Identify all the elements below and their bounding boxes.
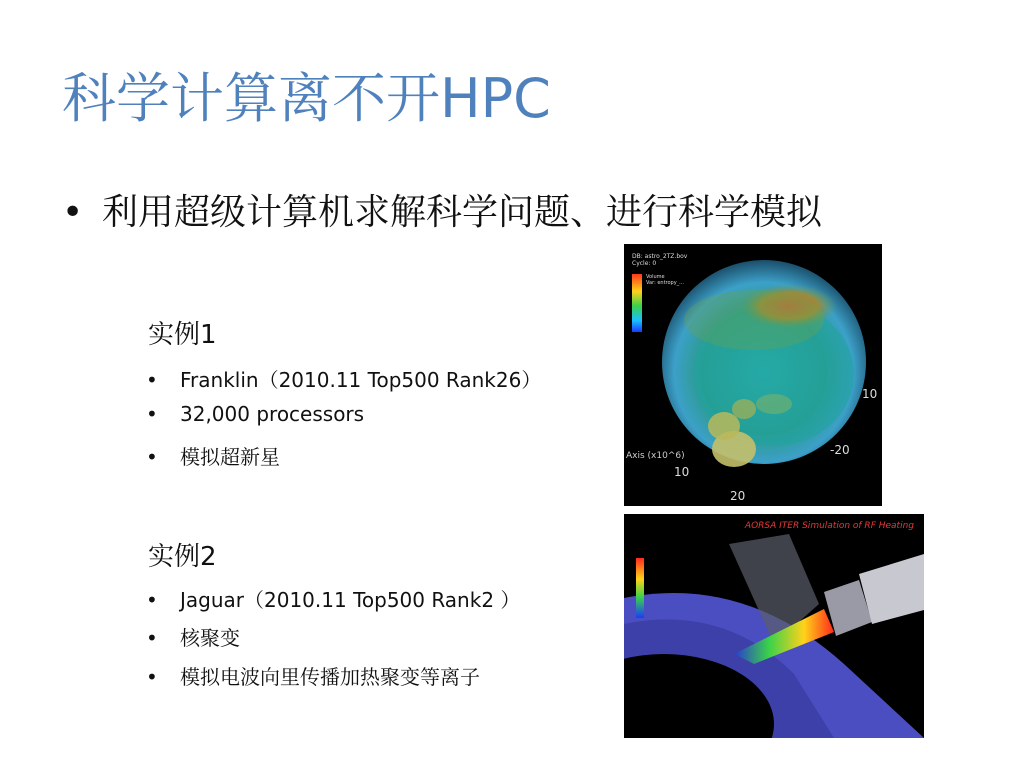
image1-legend-var: Var: entropy_... (646, 280, 684, 286)
example1-title: 实例1 (148, 320, 217, 350)
image1-header-cycle: Cycle: 0 (632, 260, 657, 267)
example2-item-1: • Jaguar（2010.11 Top500 Rank2 ） (146, 588, 521, 612)
image1-axis-label-2: -20 (830, 443, 850, 457)
example1-item-1: • Franklin（2010.11 Top500 Rank26） (146, 368, 542, 392)
example2-item-2: • 核聚变 (146, 626, 240, 650)
image1-axis-label-4: 20 (730, 489, 746, 503)
image1-header-db: DB: astro_2TZ.bov (632, 253, 688, 260)
bullet-dot: • (62, 192, 84, 233)
example2-title: 实例2 (148, 542, 217, 572)
example2-item-3: • 模拟电波向里传播加热聚变等离子 (146, 665, 480, 689)
image1-legend-label: Volume (646, 274, 665, 280)
image1-axis-label-1: 10 (862, 387, 878, 401)
rf-heating-image (624, 514, 924, 738)
example1-item-2: • 32,000 processors (146, 402, 365, 426)
rf-heating-visual (624, 514, 924, 738)
supernova-visual (624, 244, 882, 506)
supernova-image (624, 244, 882, 506)
example1-item-3: • 模拟超新星 (146, 445, 280, 469)
main-bullet-text: 利用超级计算机求解科学问题、进行科学模拟 (102, 192, 823, 233)
slide-title: 科学计算离不开HPC (62, 67, 551, 130)
image1-axis-label-3: 10 (674, 465, 690, 479)
image1-axis-title: Axis (x10^6) (626, 451, 685, 461)
image2-title: AORSA ITER Simulation of RF Heating (744, 521, 914, 531)
main-bullet (62, 190, 942, 236)
